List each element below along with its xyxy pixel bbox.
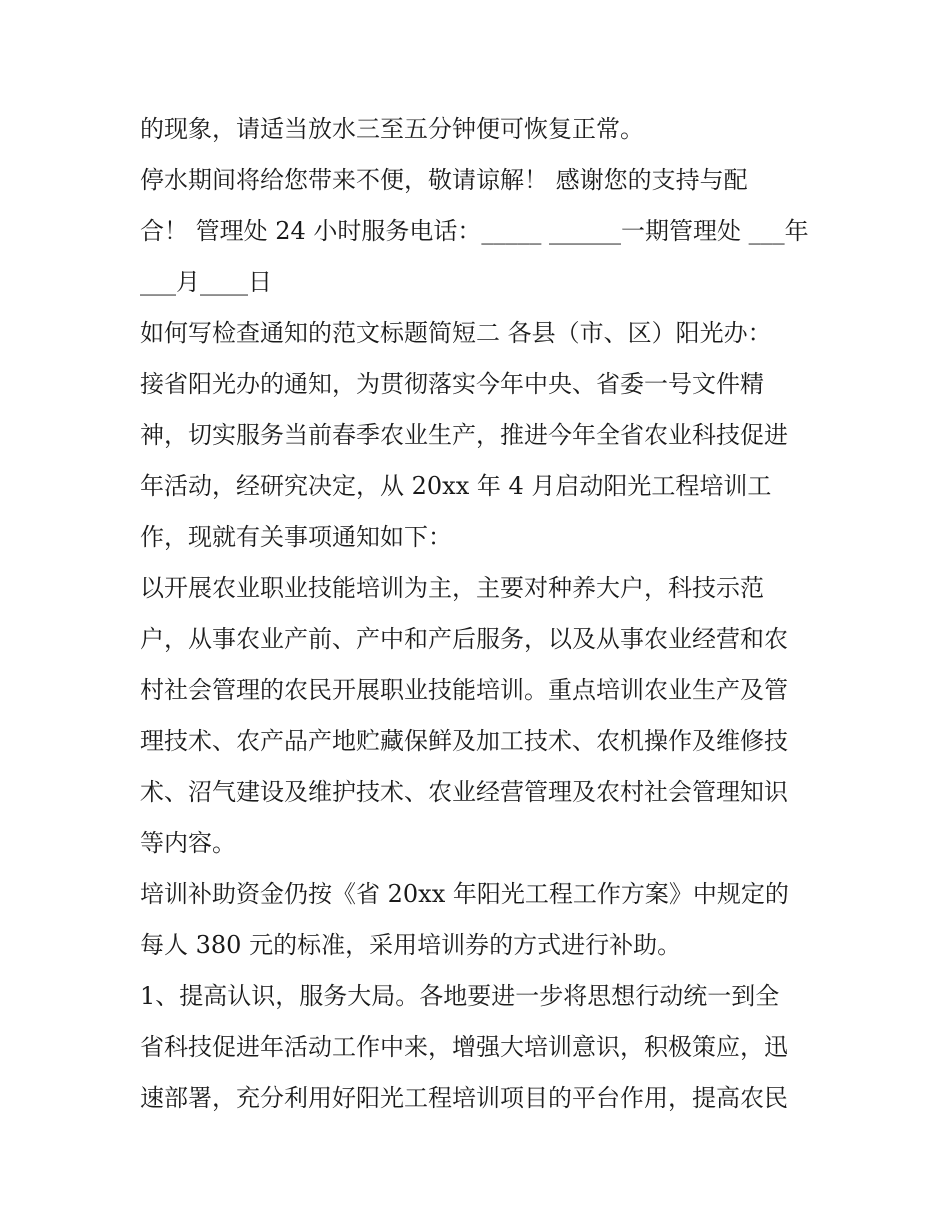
text-line: 神，切实服务当前春季农业生产，推进今年全省农业科技促进	[140, 421, 788, 449]
text-line: 术、沼气建设及维护技术、农业经营管理及农村社会管理知识	[140, 778, 788, 806]
text-line: 每人 380 元的标准，采用培训券的方式进行补助。	[140, 931, 682, 959]
text-line: 村社会管理的农民开展职业技能培训。重点培训农业生产及管	[140, 676, 788, 704]
text-line: 速部署，充分利用好阳光工程培训项目的平台作用，提高农民	[140, 1084, 788, 1112]
text-line: 培训补助资金仍按《省 20xx 年阳光工程工作方案》中规定的	[140, 880, 789, 908]
text-line: 的现象，请适当放水三至五分钟便可恢复正常。	[140, 115, 644, 143]
text-line: 户，从事农业产前、产中和产后服务，以及从事农业经营和农	[140, 625, 788, 653]
text-line: 接省阳光办的通知，为贯彻落实今年中央、省委一号文件精	[140, 370, 764, 398]
text-line: 如何写检查通知的范文标题简短二 各县（市、区）阳光办：	[140, 319, 772, 347]
text-line: ___月____日	[140, 268, 272, 296]
text-line: 以开展农业职业技能培训为主，主要对种养大户，科技示范	[140, 574, 764, 602]
text-line: 年活动，经研究决定，从 20xx 年 4 月启动阳光工程培训工	[140, 472, 772, 500]
text-line: 省科技促进年活动工作中来，增强大培训意识，积极策应，迅	[140, 1033, 788, 1061]
text-line: 等内容。	[140, 829, 236, 857]
document-body	[140, 104, 830, 1124]
text-line: 1、提高认识，服务大局。各地要进一步将思想行动统一到全	[140, 982, 780, 1010]
text-line: 停水期间将给您带来不便，敬请谅解！ 感谢您的支持与配	[140, 166, 748, 194]
text-line: 合！ 管理处 24 小时服务电话：_____ ______一期管理处 ___年	[140, 217, 809, 245]
text-line: 作，现就有关事项通知如下：	[140, 523, 452, 551]
text-line: 理技术、农产品产地贮藏保鲜及加工技术、农机操作及维修技	[140, 727, 788, 755]
